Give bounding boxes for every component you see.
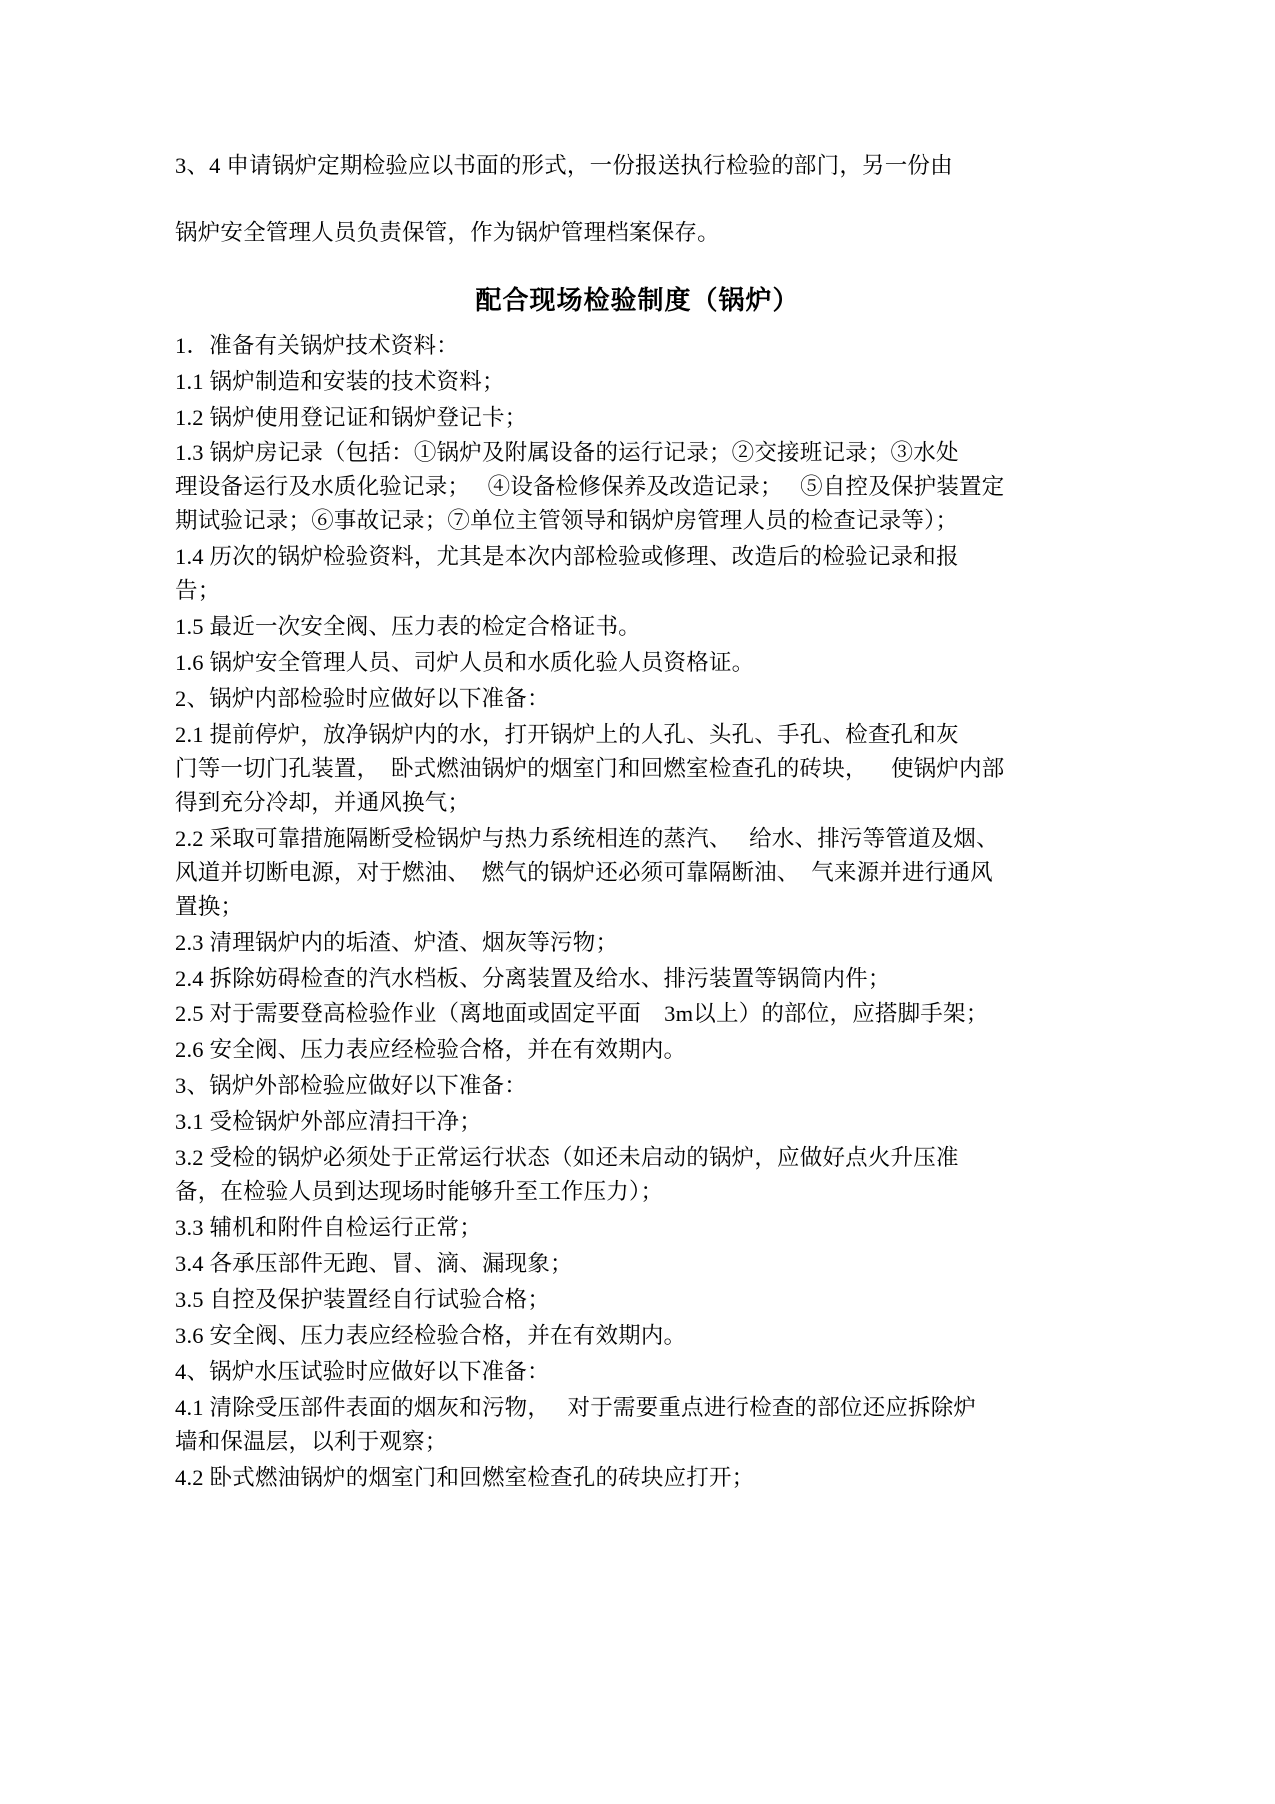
paragraph-7: 1.4 历次的锅炉检验资料，尤其是本次内部检验或修理、改造后的检验记录和报	[175, 544, 959, 570]
document-title: 配合现场检验制度（锅炉）	[475, 286, 800, 316]
document-body	[175, 150, 1100, 1494]
paragraph-17: 置换；	[175, 893, 244, 919]
paragraph-29: 3.6 安全阀、压力表应经检验合格，并在有效期内。	[175, 1322, 687, 1348]
paragraph-9: 1.5 最近一次安全阀、压力表的检定合格证书。	[175, 614, 641, 640]
paragraph-1: 1．准备有关锅炉技术资料：	[175, 332, 459, 358]
paragraph-13: 门等一切门孔装置， 卧式燃油锅炉的烟室门和回燃室检查孔的砖块， 使锅炉内部	[175, 755, 1005, 781]
paragraph-33: 4.2 卧式燃油锅炉的烟室门和回燃室检查孔的砖块应打开；	[175, 1464, 755, 1490]
paragraph-21: 2.6 安全阀、压力表应经检验合格，并在有效期内。	[175, 1037, 687, 1063]
paragraph-4: 1.3 锅炉房记录（包括：①锅炉及附属设备的运行记录；②交接班记录；③水处	[175, 440, 959, 466]
intro-line-1: 3、4 申请锅炉定期检验应以书面的形式，一份报送执行检验的部门，另一份由	[175, 153, 953, 178]
paragraph-23: 3.1 受检锅炉外部应清扫干净；	[175, 1109, 482, 1135]
paragraph-2: 1.1 锅炉制造和安装的技术资料；	[175, 368, 505, 394]
paragraph-26: 3.3 辅机和附件自检运行正常；	[175, 1215, 482, 1241]
paragraph-24: 3.2 受检的锅炉必须处于正常运行状态（如还未启动的锅炉，应做好点火升压准	[175, 1145, 959, 1171]
paragraph-19: 2.4 拆除妨碍检查的汽水档板、分离装置及给水、排污装置等锅筒内件；	[175, 965, 891, 991]
paragraph-27: 3.4 各承压部件无跑、冒、滴、漏现象；	[175, 1251, 573, 1277]
intro-line-2: 锅炉安全管理人员负责保管，作为锅炉管理档案保存。	[175, 219, 720, 245]
paragraph-31: 4.1 清除受压部件表面的烟灰和污物， 对于需要重点进行检查的部位还应拆除炉	[175, 1394, 977, 1420]
paragraph-3: 1.2 锅炉使用登记证和锅炉登记卡；	[175, 404, 528, 430]
paragraph-15: 2.2 采取可靠措施隔断受检锅炉与热力系统相连的蒸汽、 给水、排污等管道及烟、	[175, 825, 999, 851]
paragraph-6: 期试验记录；⑥事故记录；⑦单位主管领导和锅炉房管理人员的检查记录等）；	[175, 508, 959, 534]
paragraph-32: 墙和保温层，以利于观察；	[175, 1428, 448, 1454]
paragraph-12: 2.1 提前停炉，放净锅炉内的水，打开锅炉上的人孔、头孔、手孔、检查孔和灰	[175, 721, 959, 747]
paragraph-16: 风道并切断电源，对于燃油、 燃气的锅炉还必须可靠隔断油、 气来源并进行通风	[175, 859, 993, 885]
paragraph-18: 2.3 清理锅炉内的垢渣、炉渣、烟灰等污物；	[175, 929, 619, 955]
paragraph-5: 理设备运行及水质化验记录； ④设备检修保养及改造记录； ⑤自控及保护装置定	[175, 474, 1005, 500]
paragraph-14: 得到充分冷却，并通风换气；	[175, 789, 471, 815]
paragraph-28: 3.5 自控及保护装置经自行试验合格；	[175, 1286, 551, 1312]
paragraph-20: 2.5 对于需要登高检验作业（离地面或固定平面 3m以上）的部位，应搭脚手架；	[175, 1001, 989, 1027]
paragraph-25: 备，在检验人员到达现场时能够升至工作压力）；	[175, 1179, 664, 1205]
paragraph-10: 1.6 锅炉安全管理人员、司炉人员和水质化验人员资格证。	[175, 650, 755, 676]
paragraph-22: 3、锅炉外部检验应做好以下准备：	[175, 1073, 527, 1099]
paragraph-8: 告；	[175, 578, 221, 604]
paragraph-30: 4、锅炉水压试验时应做好以下准备：	[175, 1358, 550, 1384]
paragraph-11: 2、锅炉内部检验时应做好以下准备：	[175, 686, 550, 712]
